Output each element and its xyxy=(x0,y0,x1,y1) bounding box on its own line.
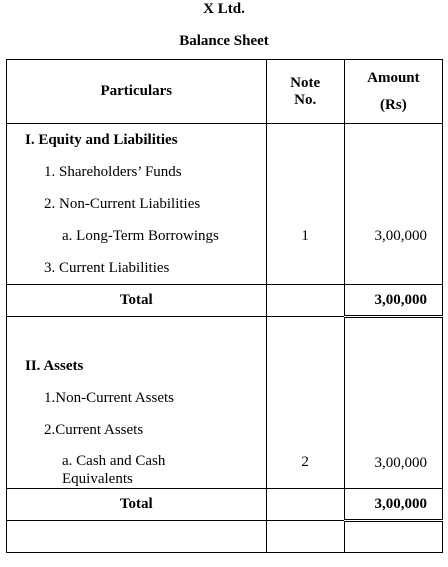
section-heading: I. Equity and Liabilities xyxy=(25,132,178,148)
table-header-row xyxy=(7,60,443,124)
section-equity-liabilities xyxy=(7,124,443,285)
note-no-header xyxy=(266,60,344,124)
particulars-cell xyxy=(7,124,267,285)
section-heading: II. Assets xyxy=(25,358,84,374)
amount-header xyxy=(344,60,442,124)
amount-cell xyxy=(344,317,442,489)
statement-title: Balance Sheet xyxy=(179,33,269,49)
line-item: 1.Non-Current Assets xyxy=(44,390,174,406)
total-label: Total xyxy=(7,285,267,317)
line-item: 1. Shareholders’ Funds xyxy=(44,164,182,180)
note-number: 1 xyxy=(301,228,309,244)
amount-value: 3,00,000 xyxy=(374,455,427,471)
note-cell xyxy=(266,317,344,489)
line-item: a. Long-Term Borrowings xyxy=(62,228,219,244)
note-number: 2 xyxy=(301,454,309,470)
note-cell xyxy=(266,124,344,285)
total-value: 3,00,000 xyxy=(344,489,442,521)
line-item: 2. Non-Current Liabilities xyxy=(44,196,201,212)
total-row xyxy=(7,285,443,317)
note-header-line1: Note xyxy=(290,74,321,91)
total-label: Total xyxy=(7,489,267,521)
total-note-cell xyxy=(266,489,344,521)
company-name: X Ltd. xyxy=(203,1,245,17)
amount-value: 3,00,000 xyxy=(374,228,427,244)
empty-row xyxy=(7,521,443,553)
section-assets xyxy=(7,317,443,489)
note-header-line2: No. xyxy=(294,91,317,108)
line-item: 3. Current Liabilities xyxy=(44,260,170,276)
balance-sheet-table xyxy=(6,59,443,553)
line-item: a. Cash and Cash Equivalents xyxy=(62,453,166,487)
amount-header-line2: (Rs) xyxy=(380,96,407,113)
particulars-cell xyxy=(7,317,267,489)
total-row xyxy=(7,489,443,521)
total-note-cell xyxy=(266,285,344,317)
total-value: 3,00,000 xyxy=(344,285,442,317)
line-item: 2.Current Assets xyxy=(44,422,144,438)
particulars-header: Particulars xyxy=(7,60,267,124)
amount-cell xyxy=(344,124,442,285)
amount-header-line1: Amount xyxy=(367,69,420,86)
